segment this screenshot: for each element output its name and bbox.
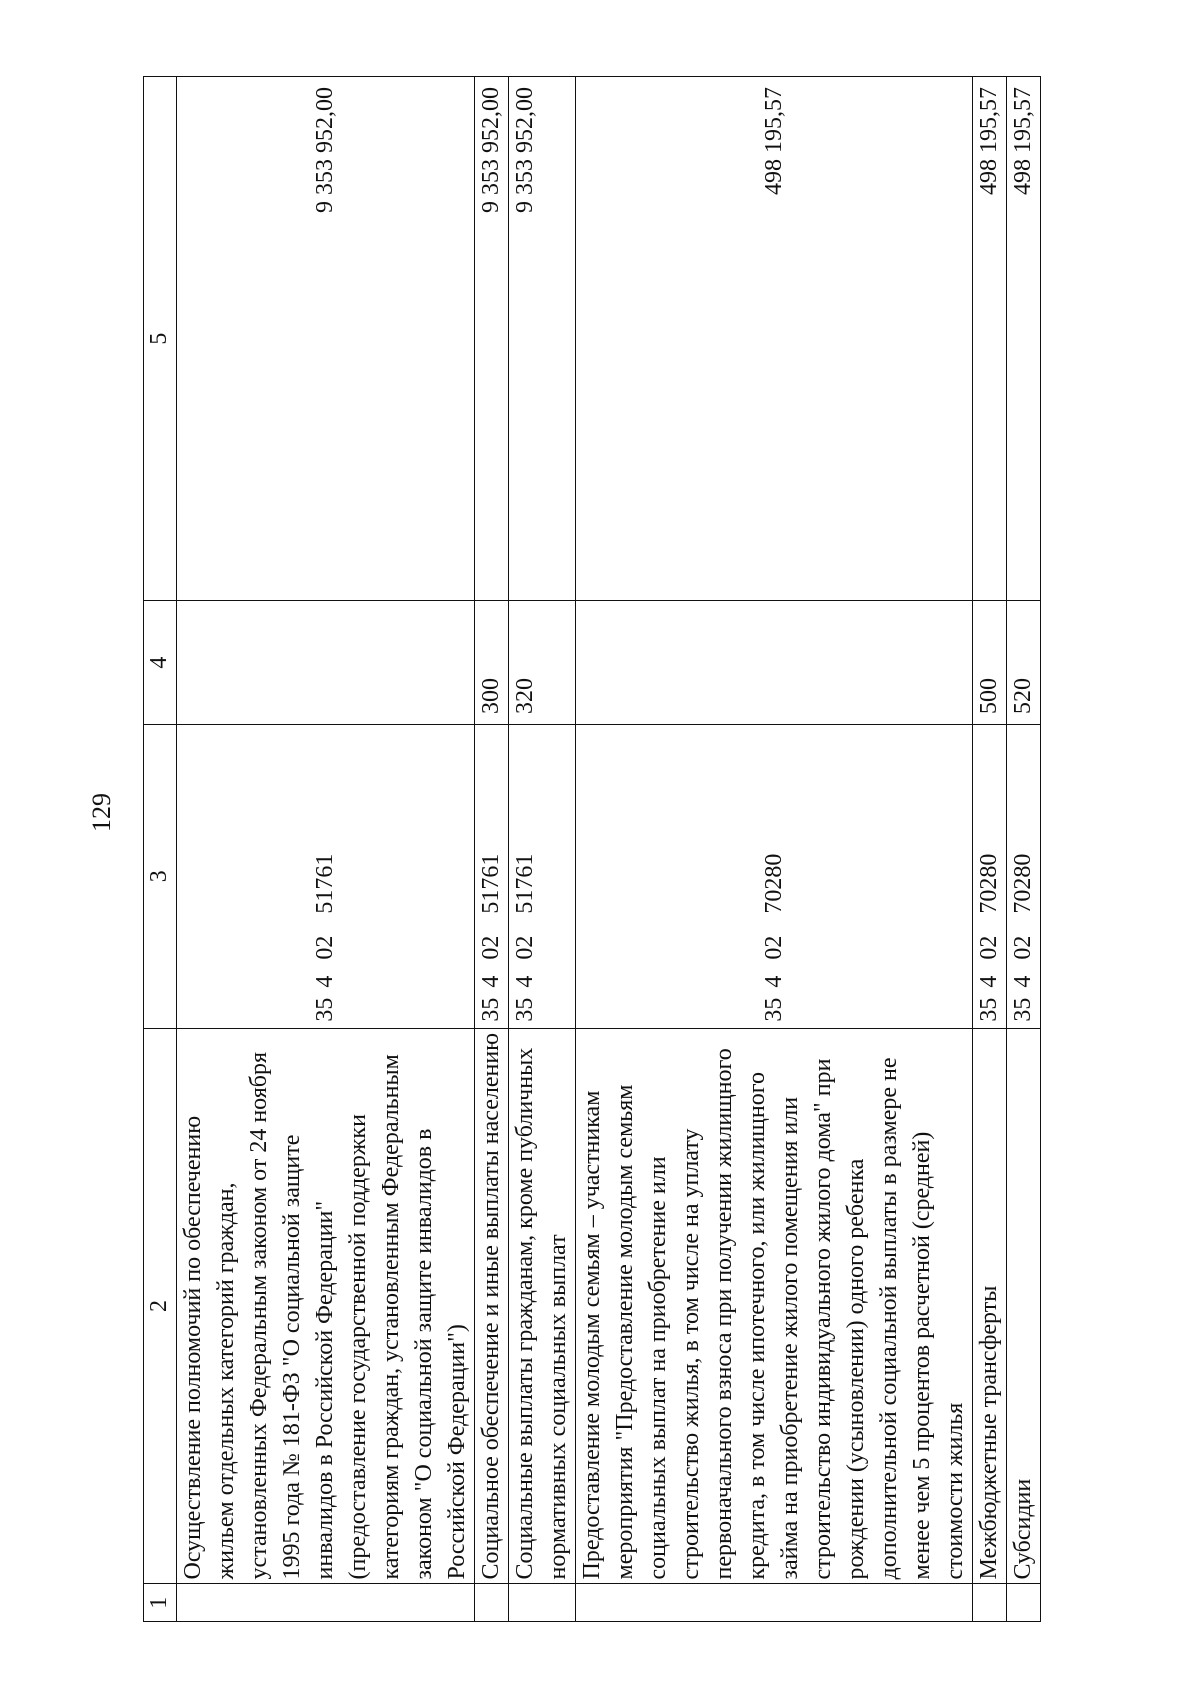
row-index-cell (177, 1584, 475, 1622)
row-code: 3540251761 (475, 725, 509, 1029)
row-kvr: 500 (973, 601, 1007, 725)
row-amount: 498 195,57 (1007, 77, 1041, 601)
header-col-1: 1 (144, 1584, 177, 1622)
row-amount: 498 195,57 (973, 77, 1007, 601)
table-header-row (144, 77, 177, 1622)
row-code: 3540270280 (576, 725, 973, 1029)
row-index-cell (475, 1584, 509, 1622)
budget-table (143, 76, 1041, 1622)
table-row (177, 77, 475, 1622)
budget-table-rotated (143, 76, 1036, 1622)
row-code: 3540251761 (177, 725, 475, 1029)
row-kvr: 320 (509, 601, 576, 725)
row-amount: 498 195,57 (576, 77, 973, 601)
header-col-3: 3 (144, 725, 177, 1029)
row-name: Предоставление молодым семьям – участникам мероприятия "Предоставление молодым семьям социальных выплат на приобретение или строительство жилья, в том числе на уплату первоначального взноса при получении жилищного кредита, в том числе ипотечного, или жилищного займа на приобретение жилого помещения или строительство индивидуального жилого дома" при рождении (усыновлении) одного ребенка дополнительной социальной выплаты в размере не менее чем 5 процентов расчетной (средней) стоимости жилья (576, 1028, 973, 1584)
header-col-2: 2 (144, 1028, 177, 1584)
row-amount: 9 353 952,00 (177, 77, 475, 601)
row-index-cell (576, 1584, 973, 1622)
table-row (509, 77, 576, 1622)
table-row (1007, 77, 1041, 1622)
row-index-cell (1007, 1584, 1041, 1622)
header-col-5: 5 (144, 77, 177, 601)
row-code: 3540270280 (1007, 725, 1041, 1029)
row-amount: 9 353 952,00 (509, 77, 576, 601)
row-code: 3540251761 (509, 725, 576, 1029)
row-name: Социальные выплаты гражданам, кроме публичных нормативных социальных выплат (509, 1028, 576, 1584)
row-index-cell (973, 1584, 1007, 1622)
table-row (973, 77, 1007, 1622)
row-kvr (576, 601, 973, 725)
row-kvr: 300 (475, 601, 509, 725)
row-kvr (177, 601, 475, 725)
row-kvr: 520 (1007, 601, 1041, 725)
row-name: Субсидии (1007, 1028, 1041, 1584)
row-name: Социальное обеспечение и иные выплаты населению (475, 1028, 509, 1584)
row-name: Межбюджетные трансферты (973, 1028, 1007, 1584)
header-col-4: 4 (144, 601, 177, 725)
row-amount: 9 353 952,00 (475, 77, 509, 601)
row-code: 3540270280 (973, 725, 1007, 1029)
table-row (576, 77, 973, 1622)
page-number: 129 (87, 793, 116, 832)
row-name: Осуществление полномочий по обеспечению жильем отдельных категорий граждан, установленных Федеральным законом от 24 ноября 1995 года № 181-ФЗ "О социальной защите инвалидов в Российской Федерации" (предоставление государственной поддержки категориям граждан, установленным Федеральным законом "О социальной защите инвалидов в Российской Федерации") (177, 1028, 475, 1584)
row-index-cell (509, 1584, 576, 1622)
table-row (475, 77, 509, 1622)
